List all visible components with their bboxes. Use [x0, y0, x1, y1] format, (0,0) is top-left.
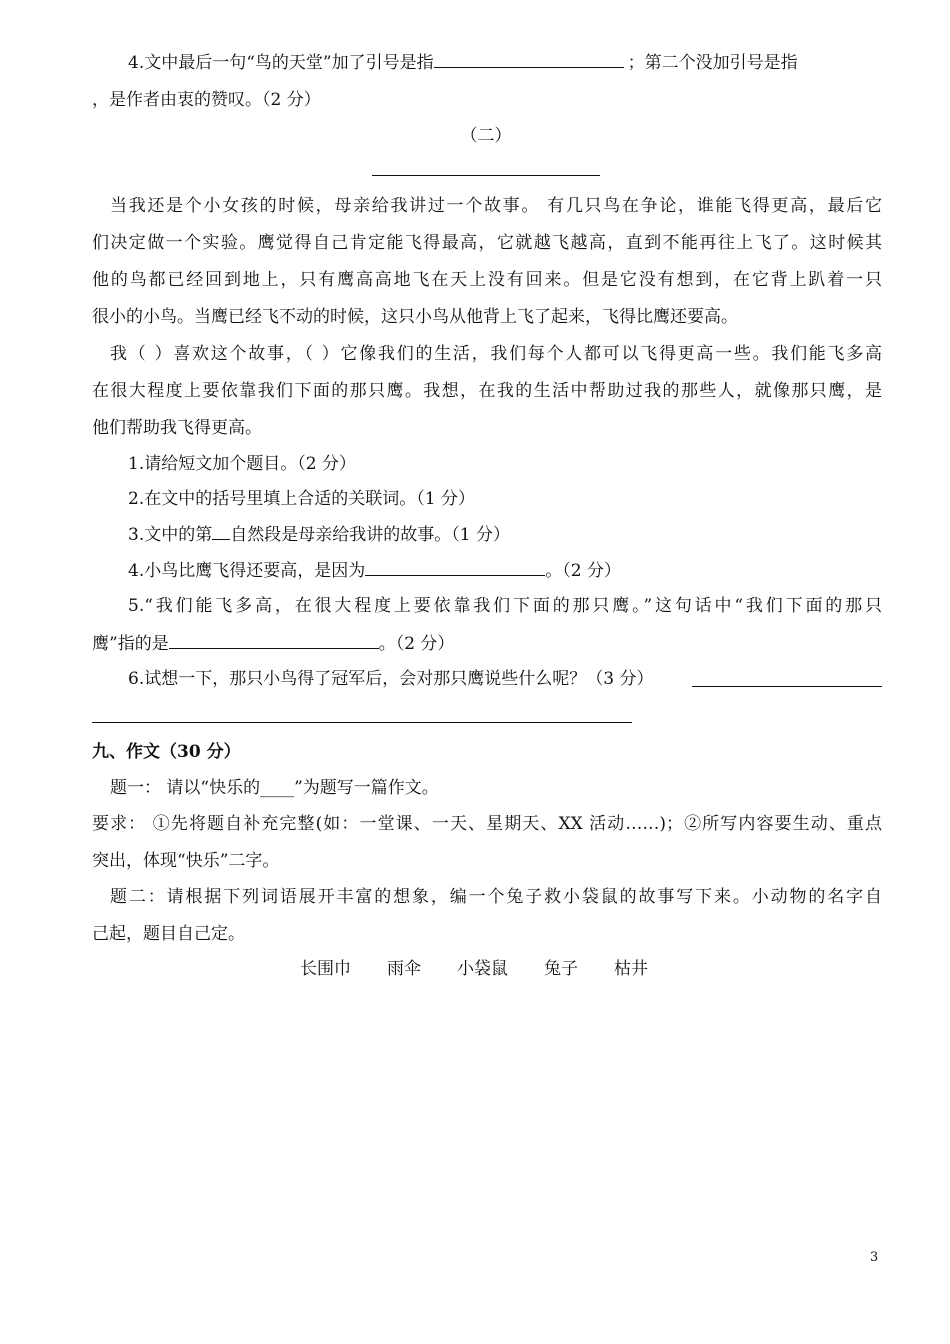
- question-4-prev-line2: ，是作者由衷的赞叹。（2 分）: [92, 90, 321, 110]
- question-text: 。（2 分）: [378, 634, 455, 654]
- question-text: 4.小鸟比鹰飞得还要高，是因为: [128, 561, 366, 581]
- paragraph-1-line: 很小的小鸟。当鹰已经飞不动的时候，这只小鸟从他背上飞了起来，飞得比鹰还要高。: [92, 307, 738, 327]
- question-5-line1: 5.“我们能飞多高，在很大程度上要依靠我们下面的那只鹰。”这句话中“我们下面的那只: [128, 596, 882, 616]
- paragraph-1-line: 他的鸟都已经回到地上，只有鹰高高地飞在天上没有回来。但是它没有想到，在它背上趴着一只: [92, 270, 882, 290]
- answer-blank: [92, 722, 632, 723]
- answer-blank: [365, 558, 545, 576]
- word-item: 兔子: [544, 959, 578, 979]
- word-list: [300, 957, 800, 981]
- paragraph-2-line: 在很大程度上要依靠我们下面的那只鹰。我想，在我的生活中帮助过我的那些人，就像那只鹰，是: [92, 381, 882, 401]
- answer-blank: [212, 522, 230, 540]
- passage-heading: （二）: [460, 126, 512, 146]
- question-4-prev: [128, 50, 882, 75]
- question-text: 4.文中最后一句“鸟的天堂”加了引号是指: [128, 53, 434, 73]
- paragraph-1-line: 们决定做一个实验。鹰觉得自己肯定能飞得最高，它就越飞越高，直到不能再往上飞了。这时候其: [92, 233, 882, 253]
- paragraph-2-line: 他们帮助我飞得更高。: [92, 418, 262, 438]
- composition-topic-2-line2: 己起，题目自己定。: [92, 924, 245, 944]
- question-6: [128, 667, 882, 691]
- question-1: 1.请给短文加个题目。（2 分）: [128, 454, 356, 474]
- title-blank-line: [372, 175, 600, 176]
- question-5-line2: [92, 631, 882, 656]
- question-text: 自然段是母亲给我讲的故事。（1 分）: [230, 525, 510, 545]
- composition-requirements: 要求： ①先将题自补充完整(如：一堂课、一天、星期天、XX 活动……)；②所写内容要生动、重点: [92, 814, 882, 834]
- question-text: 鹰”指的是: [92, 634, 169, 654]
- question-text: 6.试想一下，那只小鸟得了冠军后，会对那只鹰说些什么呢？（3 分）: [128, 669, 654, 689]
- word-item: 雨伞: [387, 959, 421, 979]
- question-2: 2.在文中的括号里填上合适的关联词。（1 分）: [128, 489, 475, 509]
- composition-requirements-line2: 突出，体现“快乐”二字。: [92, 851, 280, 871]
- question-text: 3.文中的第: [128, 525, 213, 545]
- question-text: ；第二个没加引号是指: [627, 53, 798, 73]
- word-item: 长围巾: [300, 959, 351, 979]
- answer-blank: [434, 50, 624, 68]
- question-text: 。（2 分）: [545, 561, 621, 581]
- answer-blank: [692, 686, 882, 687]
- page-number: 3: [870, 1250, 879, 1265]
- question-3: [128, 522, 882, 547]
- composition-topic-1: 题一： 请以“快乐的____”为题写一篇作文。: [110, 778, 439, 798]
- word-item: 小袋鼠: [457, 959, 508, 979]
- word-item: 枯井: [614, 959, 648, 979]
- paragraph-1-line: 当我还是个小女孩的时候，母亲给我讲过一个故事。 有几只鸟在争论，谁能飞得更高，最后它: [110, 196, 882, 216]
- composition-heading: 九、作文（30 分）: [92, 742, 241, 762]
- question-4: [128, 558, 882, 583]
- composition-topic-2: 题二：请根据下列词语展开丰富的想象，编一个兔子救小袋鼠的故事写下来。小动物的名字自: [110, 887, 882, 907]
- paragraph-2-line: 我（ ）喜欢这个故事，（ ）它像我们的生活，我们每个人都可以飞得更高一些。我们能飞多高: [110, 344, 882, 364]
- answer-blank: [169, 631, 379, 649]
